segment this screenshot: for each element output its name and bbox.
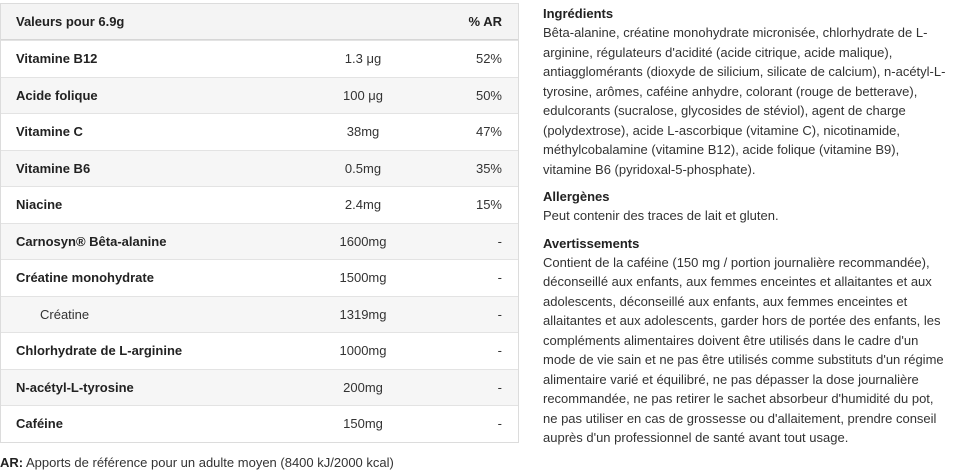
nutrient-ar: - <box>497 306 502 322</box>
ar-text: Apports de référence pour un adulte moyen (8400 kJ/2000 kcal) <box>23 455 394 470</box>
nutrient-ar: 52% <box>475 51 502 67</box>
nutrient-amount: 1.3 μg <box>344 51 382 67</box>
table-header-row <box>1 4 518 40</box>
nutrient-ar: - <box>497 233 502 249</box>
header-ar: % AR <box>468 14 502 29</box>
nutrient-amount: 1600mg <box>339 233 387 249</box>
table-row <box>1 113 518 150</box>
nutrient-amount: 100 μg <box>342 87 384 103</box>
nutrient-ar: 35% <box>475 160 502 176</box>
nutrient-name: Chlorhydrate de L-arginine <box>16 343 183 359</box>
nutrient-ar: 15% <box>475 197 502 213</box>
nutrient-ar: 47% <box>475 124 502 140</box>
nutrition-table <box>0 3 519 443</box>
table-row <box>1 150 518 187</box>
nutrient-name: Carnosyn® Bêta-alanine <box>16 233 167 249</box>
table-row <box>1 405 518 442</box>
nutrient-amount: 1500mg <box>339 270 387 286</box>
ingredients-text: Bêta-alanine, créatine monohydrate micronisée, chlorhydrate de L-arginine, régulateurs d'acidité (acide citrique, acide malique), antiagglomérants (dioxyde de silicium, silicate de calcium), n-acétyl-L-tyrosine, arômes, caféine anhydre, colorant (rouge de betterave), edulcorants (sucralose, glycosides de stéviol), agent de charge (polydextrose), acide L-ascorbique (vitamine C), nicotinamide, méthylcobalamine (vitamine B12), acide folique (vitamine B9), vitamine B6 (pyridoxal-5-phosphate). <box>543 25 946 177</box>
nutrient-name: Vitamine B6 <box>16 160 91 176</box>
table-row <box>1 186 518 223</box>
allergens-section <box>543 187 951 226</box>
nutrient-name: N-acétyl-L-tyrosine <box>16 379 134 395</box>
nutrient-amount: 38mg <box>346 124 380 140</box>
warnings-text: Contient de la caféine (150 mg / portion journalière recommandée), déconseillé aux enfants, aux femmes enceintes et allaitantes et aux adolescents, déconseillé aux enfants, aux femmes enceintes et allaitantes et aux adolescents, garder hors de portée des enfants, les compléments alimentaires doivent être utilisés dans le cadre d'un mode de vie sain et ne pas être utilisés comme substituts d'un régime alimentaire varié et équilibré, ne pas dépasser la dose journalière recommandée, ne pas retirer le sachet absorbeur d'humidité du pot, ne pas utiliser en cas de grossesse ou d'allaitement, prendre conseil auprès d'un professionnel de santé avant tout usage. <box>543 254 944 445</box>
warnings-section <box>543 234 951 448</box>
table-row <box>1 40 518 77</box>
nutrient-ar: - <box>497 379 502 395</box>
nutrient-ar: - <box>497 416 502 432</box>
table-row <box>1 259 518 296</box>
nutrient-name: Vitamine B12 <box>16 51 98 67</box>
ar-label: AR: <box>0 455 24 470</box>
table-body <box>1 40 518 442</box>
nutrient-amount: 1000mg <box>339 343 387 359</box>
nutrient-amount: 1319mg <box>339 306 387 322</box>
header-serving: Valeurs pour 6.9g <box>16 14 125 29</box>
allergens-title: Allergènes <box>543 189 610 204</box>
nutrient-name: Vitamine C <box>16 124 83 140</box>
table-row <box>1 332 518 369</box>
allergens-text: Peut contenir des traces de lait et gluten. <box>543 208 779 223</box>
ar-footnote <box>0 455 394 470</box>
nutrient-ar: - <box>497 343 502 359</box>
nutrient-name: Créatine monohydrate <box>16 270 154 286</box>
nutrient-name: Niacine <box>16 197 63 213</box>
nutrient-ar: 50% <box>475 87 502 103</box>
ingredients-section <box>543 4 951 179</box>
nutrient-name: Caféine <box>16 416 63 432</box>
table-row <box>1 369 518 406</box>
table-row <box>1 223 518 260</box>
nutrient-amount: 0.5mg <box>344 160 382 176</box>
product-info <box>543 4 951 456</box>
nutrient-amount: 150mg <box>343 416 383 432</box>
nutrient-name: Créatine <box>40 306 90 322</box>
table-row <box>1 296 518 333</box>
warnings-title: Avertissements <box>543 235 640 251</box>
nutrient-amount: 2.4mg <box>344 197 382 213</box>
nutrient-ar: - <box>497 270 502 286</box>
nutrient-name: Acide folique <box>16 87 98 103</box>
ingredients-title: Ingrédients <box>543 6 614 21</box>
table-row <box>1 77 518 114</box>
nutrient-amount: 200mg <box>343 379 383 395</box>
